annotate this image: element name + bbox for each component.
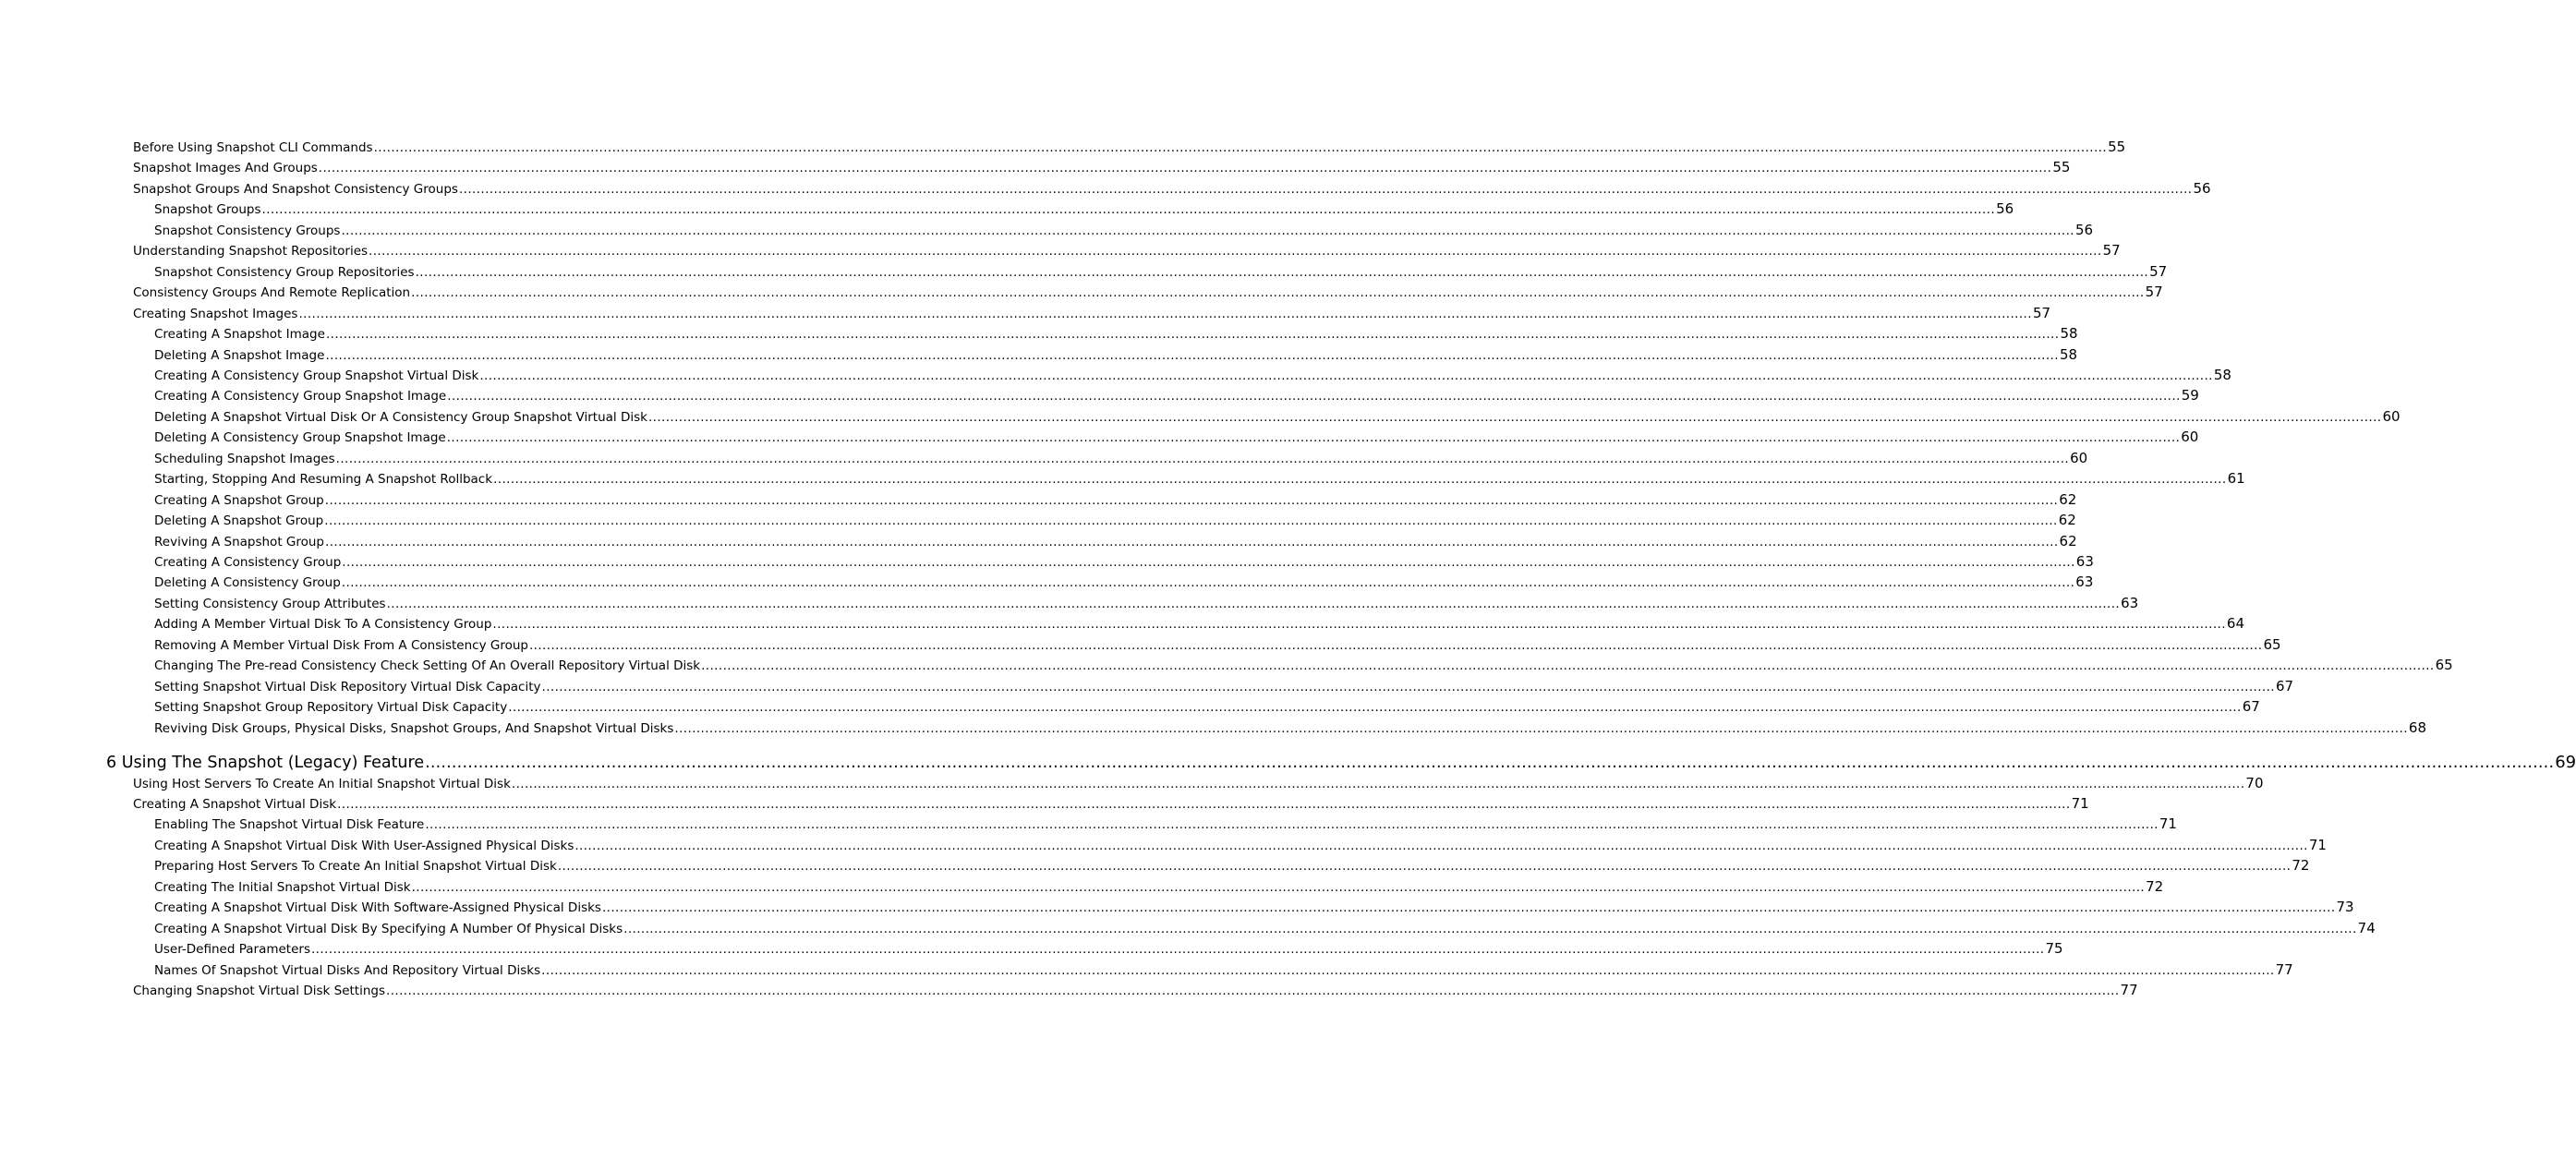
toc-entry[interactable] (154, 470, 2245, 488)
dot-leader: ................................................................................................................................................................................................................................................................................................................................................................................................................ (493, 472, 2227, 488)
toc-entry-title: Snapshot Consistency Groups (154, 223, 341, 238)
dot-leader: ................................................................................................................................................................................................................................................................................................................................................................................................................ (647, 409, 2382, 425)
toc-entry-title: Snapshot Groups (154, 202, 261, 218)
toc-entry-title: Creating A Snapshot Virtual Disk With Software-Assigned Physical Disks (154, 900, 601, 916)
toc-entry-page-number: 77 (2120, 982, 2138, 999)
toc-entry[interactable] (133, 982, 2138, 999)
toc-entry[interactable] (133, 795, 2089, 812)
dot-leader: ................................................................................................................................................................................................................................................................................................................................................................................................................ (458, 181, 2193, 197)
toc-entry-title: Changing The Pre-read Consistency Check Setting Of An Overall Repository Virtual Disk (154, 658, 701, 674)
toc-entry-page-number: 57 (2102, 242, 2121, 260)
dot-leader: ................................................................................................................................................................................................................................................................................................................................................................................................................ (447, 389, 2181, 404)
toc-entry-page-number: 57 (2149, 262, 2168, 280)
dot-leader: ................................................................................................................................................................................................................................................................................................................................................................................................................ (411, 285, 2145, 301)
dot-leader: ................................................................................................................................................................................................................................................................................................................................................................................................................ (325, 534, 2059, 549)
toc-entry[interactable] (154, 657, 2453, 674)
toc-entry-page-number: 55 (2052, 159, 2071, 176)
toc-entry-page-number: 71 (2308, 836, 2327, 853)
toc-entry[interactable] (154, 366, 2231, 383)
dot-leader: ................................................................................................................................................................................................................................................................................................................................................................................................................ (373, 140, 2108, 155)
dot-leader: ................................................................................................................................................................................................................................................................................................................................................................................................................ (492, 617, 2226, 633)
dot-leader: ................................................................................................................................................................................................................................................................................................................................................................................................................ (369, 244, 2102, 260)
toc-entry[interactable] (154, 200, 2014, 218)
toc-entry[interactable] (154, 407, 2401, 425)
toc-entry-page-number: 67 (2276, 677, 2294, 694)
toc-entry-title: Creating A Consistency Group Snapshot Image (154, 389, 447, 404)
dot-leader: ................................................................................................................................................................................................................................................................................................................................................................................................................ (425, 817, 2159, 833)
toc-entry-page-number: 55 (2108, 139, 2126, 155)
toc-entry-title: Consistency Groups And Remote Replication (133, 285, 411, 301)
toc-entry[interactable] (154, 940, 2063, 958)
toc-entry-page-number: 63 (2075, 553, 2094, 570)
toc-entry-title: Snapshot Consistency Group Repositories (154, 264, 415, 280)
toc-entry-title: Creating A Snapshot Virtual Disk (133, 797, 337, 812)
toc-entry[interactable] (154, 594, 2139, 611)
dot-leader: ................................................................................................................................................................................................................................................................................................................................................................................................................ (386, 596, 2121, 611)
toc-entry-page-number: 72 (2292, 857, 2310, 875)
dot-leader: ................................................................................................................................................................................................................................................................................................................................................................................................................ (541, 679, 2276, 694)
dot-leader: ................................................................................................................................................................................................................................................................................................................................................................................................................ (318, 161, 2052, 176)
toc-entry[interactable] (133, 284, 2163, 301)
dot-leader: ................................................................................................................................................................................................................................................................................................................................................................................................................ (557, 859, 2292, 875)
toc-entry[interactable] (154, 429, 2199, 446)
toc-entry[interactable] (154, 532, 2077, 549)
toc-entry-page-number: 58 (2060, 325, 2078, 343)
dot-leader: ................................................................................................................................................................................................................................................................................................................................................................................................................ (674, 720, 2408, 736)
toc-entry[interactable] (133, 242, 2121, 260)
toc-entry-title: Creating A Consistency Group Snapshot Virtual Disk (154, 368, 479, 383)
toc-entry-page-number: 72 (2146, 877, 2164, 895)
toc-entry[interactable] (154, 877, 2164, 895)
toc-entry[interactable] (154, 698, 2260, 716)
toc-entry-page-number: 56 (1996, 200, 2014, 218)
toc-entry[interactable] (133, 179, 2211, 197)
toc-entry-page-number: 62 (2059, 490, 2077, 508)
toc-chapter-entry[interactable] (106, 753, 2576, 773)
toc-entry[interactable] (154, 490, 2077, 508)
dot-leader: ................................................................................................................................................................................................................................................................................................................................................................................................................ (325, 347, 2059, 363)
dot-leader: ................................................................................................................................................................................................................................................................................................................................................................................................................ (341, 575, 2075, 591)
toc-entry[interactable] (133, 159, 2071, 176)
toc-entry[interactable] (154, 857, 2310, 875)
toc-entry-title: Deleting A Snapshot Group (154, 513, 324, 529)
toc-entry[interactable] (154, 836, 2327, 853)
toc-entry[interactable] (133, 304, 2051, 321)
toc-entry-title: Understanding Snapshot Repositories (133, 244, 369, 260)
toc-entry-page-number: 68 (2408, 718, 2427, 736)
toc-entry-title: Creating A Snapshot Virtual Disk By Specifying A Number Of Physical Disks (154, 921, 623, 936)
toc-entry-page-number: 62 (2059, 532, 2077, 549)
toc-entry-page-number: 74 (2357, 919, 2376, 936)
toc-entry-page-number: 71 (2071, 795, 2089, 812)
toc-entry-title: Deleting A Consistency Group (154, 575, 341, 591)
dot-leader: ................................................................................................................................................................................................................................................................................................................................................................................................................ (324, 513, 2058, 529)
toc-entry-title: Names Of Snapshot Virtual Disks And Repository Virtual Disks (154, 962, 541, 978)
dot-leader: ................................................................................................................................................................................................................................................................................................................................................................................................................ (601, 900, 2336, 916)
toc-entry-title: Reviving A Snapshot Group (154, 534, 325, 549)
dot-leader: ................................................................................................................................................................................................................................................................................................................................................................................................................ (341, 223, 2074, 238)
toc-entry-page-number: 67 (2242, 698, 2260, 716)
toc-entry[interactable] (154, 449, 2088, 466)
toc-entry-page-number: 57 (2032, 304, 2051, 321)
toc-entry[interactable] (154, 677, 2294, 694)
dot-leader: ................................................................................................................................................................................................................................................................................................................................................................................................................ (261, 202, 1996, 218)
toc-entry-title: Adding A Member Virtual Disk To A Consistency Group (154, 617, 492, 633)
toc-entry-page-number: 63 (2121, 594, 2139, 611)
toc-entry-title: 6 Using The Snapshot (Legacy) Feature (106, 754, 425, 773)
toc-entry-title: Creating A Snapshot Image (154, 327, 325, 343)
toc-entry-page-number: 63 (2075, 573, 2094, 591)
toc-entry[interactable] (154, 345, 2078, 363)
dot-leader: ................................................................................................................................................................................................................................................................................................................................................................................................................ (479, 368, 2213, 383)
toc-entry-title: Deleting A Snapshot Image (154, 347, 325, 363)
toc-entry-title: Setting Snapshot Group Repository Virtual Disk Capacity (154, 700, 508, 716)
toc-entry-title: Deleting A Snapshot Virtual Disk Or A Consistency Group Snapshot Virtual Disk (154, 409, 647, 425)
dot-leader: ................................................................................................................................................................................................................................................................................................................................................................................................................ (335, 451, 2070, 466)
toc-entry[interactable] (133, 139, 2126, 155)
toc-entry-title: Enabling The Snapshot Virtual Disk Feature (154, 817, 425, 833)
toc-entry[interactable] (154, 960, 2293, 978)
dot-leader: ................................................................................................................................................................................................................................................................................................................................................................................................................ (511, 776, 2245, 791)
toc-entry-title: Creating The Initial Snapshot Virtual Disk (154, 879, 411, 895)
toc-entry-title: Snapshot Groups And Snapshot Consistency Groups (133, 181, 458, 197)
toc-entry-page-number: 60 (2181, 429, 2199, 446)
toc-entry-title: Snapshot Images And Groups (133, 161, 318, 176)
toc-entry-title: Before Using Snapshot CLI Commands (133, 140, 373, 155)
toc-entry[interactable] (154, 325, 2078, 343)
toc-entry-page-number: 56 (2193, 179, 2211, 197)
toc-entry[interactable] (154, 262, 2168, 280)
toc-entry-title: Creating Snapshot Images (133, 306, 298, 321)
toc-entry-page-number: 65 (2435, 657, 2453, 674)
toc-entry-title: Setting Snapshot Virtual Disk Repository Virtual Disk Capacity (154, 679, 541, 694)
toc-entry-title: Setting Consistency Group Attributes (154, 596, 386, 611)
dot-leader: ................................................................................................................................................................................................................................................................................................................................................................................................................ (324, 492, 2059, 508)
dot-leader: ................................................................................................................................................................................................................................................................................................................................................................................................................ (310, 942, 2045, 958)
toc-entry-page-number: 58 (2213, 366, 2231, 383)
toc-entry[interactable] (133, 774, 2264, 791)
dot-leader: ................................................................................................................................................................................................................................................................................................................................................................................................................ (325, 327, 2060, 343)
toc-entry-page-number: 58 (2059, 345, 2078, 363)
toc-entry-page-number: 77 (2275, 960, 2293, 978)
toc-entry[interactable] (154, 512, 2076, 529)
toc-entry[interactable] (154, 573, 2094, 591)
dot-leader: ................................................................................................................................................................................................................................................................................................................................................................................................................ (415, 264, 2149, 280)
toc-entry-page-number: 59 (2181, 387, 2199, 404)
toc-entry-title: Reviving Disk Groups, Physical Disks, Snapshot Groups, And Snapshot Virtual Disks (154, 720, 674, 736)
dot-leader: ................................................................................................................................................................................................................................................................................................................................................................................................................ (701, 658, 2435, 674)
dot-leader: ................................................................................................................................................................................................................................................................................................................................................................................................................ (425, 754, 2555, 773)
dot-leader: ................................................................................................................................................................................................................................................................................................................................................................................................................ (342, 555, 2075, 570)
toc-entry[interactable] (154, 615, 2244, 633)
toc-entry-page-number: 64 (2226, 615, 2244, 633)
toc-entry-page-number: 71 (2159, 815, 2177, 833)
toc-entry-page-number: 73 (2336, 899, 2354, 916)
toc-entry-title: Creating A Snapshot Group (154, 492, 324, 508)
dot-leader: ................................................................................................................................................................................................................................................................................................................................................................................................................ (508, 700, 2242, 716)
toc-entry-page-number: 65 (2263, 635, 2281, 653)
dot-leader: ................................................................................................................................................................................................................................................................................................................................................................................................................ (411, 879, 2146, 895)
toc-entry-page-number: 69 (2555, 753, 2576, 773)
toc-entry[interactable] (154, 815, 2177, 833)
dot-leader: ................................................................................................................................................................................................................................................................................................................................................................................................................ (623, 921, 2357, 936)
dot-leader: ................................................................................................................................................................................................................................................................................................................................................................................................................ (337, 797, 2071, 812)
dot-leader: ................................................................................................................................................................................................................................................................................................................................................................................................................ (574, 838, 2308, 853)
dot-leader: ................................................................................................................................................................................................................................................................................................................................................................................................................ (541, 962, 2275, 978)
toc-entry-title: Removing A Member Virtual Disk From A Consistency Group (154, 637, 528, 653)
toc-entry[interactable] (154, 919, 2376, 936)
toc-entry-title: Creating A Consistency Group (154, 555, 342, 570)
toc-entry-title: Preparing Host Servers To Create An Initial Snapshot Virtual Disk (154, 859, 557, 875)
toc-entry-page-number: 70 (2245, 774, 2264, 791)
toc-entry-page-number: 62 (2058, 512, 2076, 529)
toc-entry[interactable] (154, 553, 2094, 570)
toc-entry-title: Deleting A Consistency Group Snapshot Image (154, 430, 446, 446)
toc-entry-title: Creating A Snapshot Virtual Disk With User-Assigned Physical Disks (154, 838, 574, 853)
dot-leader: ................................................................................................................................................................................................................................................................................................................................................................................................................ (528, 637, 2263, 653)
dot-leader: ................................................................................................................................................................................................................................................................................................................................................................................................................ (298, 306, 2032, 321)
toc-entry-title: Scheduling Snapshot Images (154, 451, 335, 466)
toc-entry-page-number: 61 (2227, 470, 2245, 488)
toc-entry[interactable] (154, 718, 2427, 736)
toc-entry[interactable] (154, 387, 2199, 404)
toc-entry-page-number: 57 (2145, 284, 2163, 301)
toc-entry[interactable] (154, 221, 2094, 238)
toc-entry-page-number: 75 (2045, 940, 2063, 958)
dot-leader: ................................................................................................................................................................................................................................................................................................................................................................................................................ (386, 984, 2120, 999)
toc-entry-title: Using Host Servers To Create An Initial Snapshot Virtual Disk (133, 776, 511, 791)
toc-entry-page-number: 60 (2382, 407, 2401, 425)
toc-entry-page-number: 60 (2070, 449, 2088, 466)
toc-entry[interactable] (154, 899, 2354, 916)
dot-leader: ................................................................................................................................................................................................................................................................................................................................................................................................................ (446, 430, 2181, 446)
toc-entry-title: Changing Snapshot Virtual Disk Settings (133, 984, 386, 999)
toc-entry-page-number: 56 (2074, 221, 2094, 238)
toc-entry-title: User-Defined Parameters (154, 942, 310, 958)
toc-entry[interactable] (154, 635, 2281, 653)
toc-entry-title: Starting, Stopping And Resuming A Snapshot Rollback (154, 472, 493, 488)
